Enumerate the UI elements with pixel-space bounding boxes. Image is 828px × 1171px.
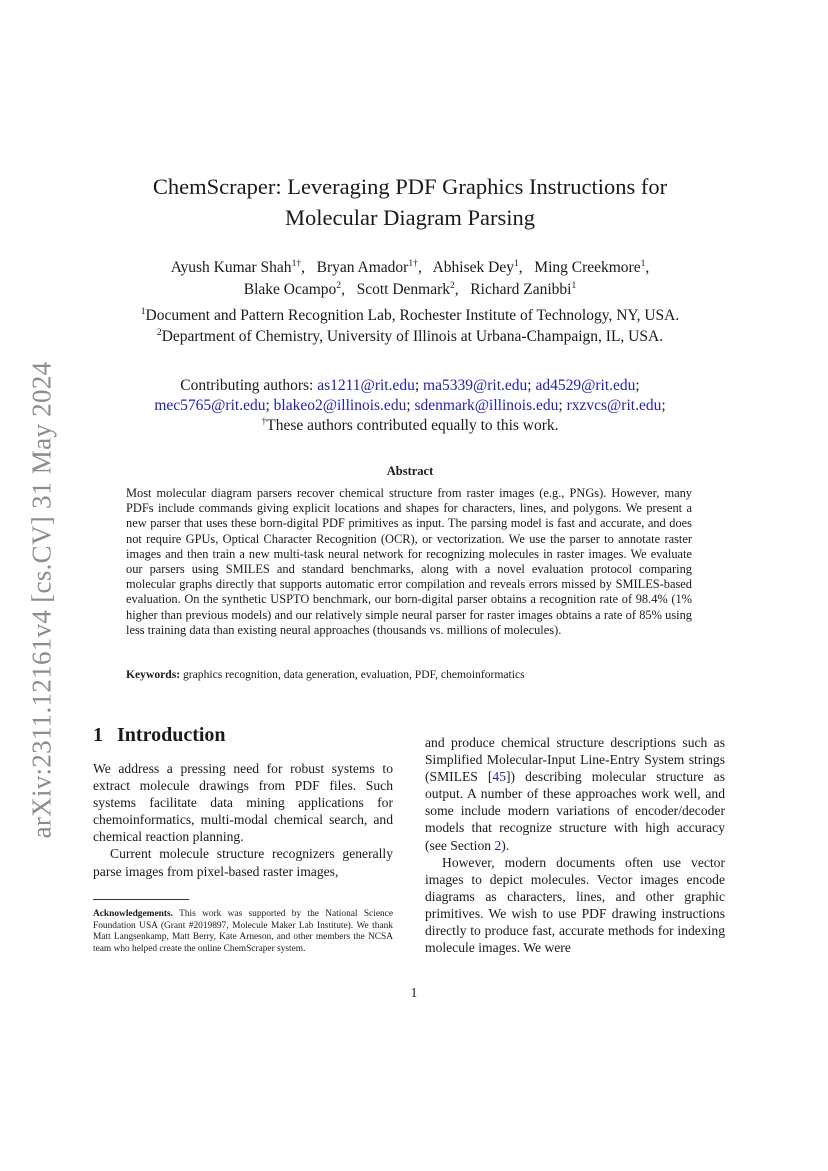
footnote-text: This work was supported by the National Science Foundation USA (Grant #2019897, Molecule Maker Lab Institute). We thank Matt Langsenkamp, Matt Berry, Kate Arneson, and other members the NCSA team who helped create the online ChemScraper system. — [93, 909, 393, 954]
affiliation-mark: 2 — [156, 326, 162, 338]
email-separator: ; — [558, 397, 567, 414]
author-separator: , — [341, 281, 353, 298]
author-name: Scott Denmark — [356, 281, 450, 298]
equal-contrib-text: These authors contributed equally to this work. — [266, 417, 559, 434]
paragraph-text: ). — [501, 837, 510, 853]
author-mark: 1 — [640, 257, 646, 269]
footnote-rule — [93, 899, 189, 900]
author-line-2 — [100, 279, 720, 301]
paragraph: Current molecule structure recognizers generally parse images from pixel-based raster images, — [93, 846, 393, 879]
author-name: Abhisek Dey — [432, 259, 514, 276]
contrib-line-2 — [100, 396, 720, 416]
email-separator: ; — [406, 397, 415, 414]
affiliation-2 — [100, 326, 720, 347]
author-name: Ayush Kumar Shah — [170, 259, 292, 276]
citation-link[interactable]: 45 — [492, 769, 507, 785]
paragraph — [425, 734, 725, 854]
author-separator: , — [301, 259, 313, 276]
title-line-2: Molecular Diagram Parsing — [285, 205, 535, 230]
email-separator: ; — [661, 397, 666, 414]
author-name: Bryan Amador — [316, 259, 409, 276]
equal-contrib-mark: † — [261, 415, 267, 427]
affiliations — [100, 305, 720, 347]
email-separator: ; — [265, 397, 274, 414]
email-link[interactable]: ad4529@rit.edu — [535, 377, 636, 394]
author-separator: , — [454, 281, 467, 298]
author-mark: 2 — [450, 279, 455, 291]
footnote-label: Acknowledgements. — [93, 909, 173, 919]
author-line-1 — [100, 257, 720, 279]
email-separator: ; — [635, 377, 640, 394]
abstract-heading: Abstract — [386, 464, 434, 478]
acknowledgements-footnote — [93, 909, 393, 955]
section-number: 1 — [93, 724, 103, 746]
left-column — [93, 760, 393, 880]
author-separator: , — [417, 259, 430, 276]
author-mark: 1† — [291, 257, 302, 269]
author-mark: 1† — [408, 257, 418, 269]
email-link[interactable]: blakeo2@illinois.edu — [273, 397, 407, 414]
right-column — [425, 734, 725, 956]
paragraph-text: ]) describing molecular structure as output. A number of these approaches work well, and some include modern variations of encoder/decoder models that recognize structure with high accuracy (see Section — [425, 769, 725, 853]
email-link[interactable]: as1211@rit.edu — [317, 377, 415, 394]
contrib-line-1 — [100, 376, 720, 396]
email-link[interactable]: rxzvcs@rit.edu — [566, 397, 662, 414]
author-separator: , — [645, 259, 650, 276]
email-link[interactable]: mec5765@rit.edu — [154, 397, 266, 414]
author-mark: 1 — [571, 279, 577, 291]
author-mark: 1 — [513, 257, 519, 269]
section-heading — [93, 724, 226, 747]
author-name: Blake Ocampo — [243, 281, 337, 298]
section-ref-link[interactable]: 2 — [494, 837, 502, 853]
affiliation-text: Document and Pattern Recognition Lab, Rochester Institute of Technology, NY, USA. — [145, 307, 680, 324]
author-name: Richard Zanibbi — [470, 281, 572, 298]
email-separator: ; — [414, 377, 424, 394]
abstract-body: Most molecular diagram parsers recover chemical structure from raster images (e.g., PNGs). However, many PDFs include commands giving explicit locations and shapes for characters, lines, and polygons. We present a new parser that uses these born-digital PDF primitives as input. The parsing model is fast and accurate, and does not require GPUs, Optical Character Recognition (OCR), or vectorization. We use the parser to annotate raster images and then train a new multi-task neural network for recognizing molecules in raster images. We evaluate our parsers using SMILES and standard benchmarks, along with a novel evaluation protocol comparing molecular graphs directly that supports automatic error compilation and reveals errors missed by SMILES-based evaluation. On the synthetic USPTO benchmark, our born-digital parser obtains a recognition rate of 98.4% (1% higher than previous models) and our relatively simple neural parser for raster images obtains a rate of 85% using less training data than existing neural approaches (thousands vs. millions of molecules). — [126, 486, 692, 637]
keywords-label: Keywords: — [126, 668, 181, 681]
affiliation-text: Department of Chemistry, University of Illinois at Urbana-Champaign, IL, USA. — [161, 328, 664, 345]
author-separator: , — [518, 259, 531, 276]
affiliation-1 — [100, 305, 720, 326]
paragraph: We address a pressing need for robust systems to extract molecule drawings from PDF files. Such systems facilitate data mining applications for chemoinformatics, multi-modal chemical search, and chemical reaction planning. — [93, 761, 393, 845]
paragraph: However, modern documents often use vector images to depict molecules. Vector images encode diagrams as characters, lines, and other graphic primitives. We wish to use PDF drawing instructions directly to produce fast, accurate methods for indexing molecule images. We were — [425, 854, 725, 956]
author-name: Ming Creekmore — [534, 259, 641, 276]
keywords — [126, 667, 692, 682]
keywords-text: graphics recognition, data generation, evaluation, PDF, chemoinformatics — [180, 668, 525, 681]
arxiv-identifier: arXiv:2311.12161v4 [cs.CV] 31 May 2024 — [26, 361, 57, 839]
email-link[interactable]: sdenmark@illinois.edu — [414, 397, 559, 414]
author-list — [100, 257, 720, 301]
section-title: Introduction — [117, 724, 226, 746]
email-separator: ; — [527, 377, 536, 394]
paper-title — [100, 171, 720, 233]
author-mark: 2 — [336, 279, 342, 291]
affiliation-mark: 1 — [140, 305, 146, 317]
equal-contribution-note — [100, 416, 720, 436]
page-number: 1 — [410, 985, 418, 1000]
email-link[interactable]: ma5339@rit.edu — [423, 377, 528, 394]
contributing-label: Contributing authors: — [180, 377, 318, 394]
paragraph-text: and produce chemical structure descriptions such as Simplified Molecular-Input Line-Entry System strings (SMILES [ — [425, 735, 725, 785]
contributing-authors — [100, 376, 720, 436]
title-line-1: ChemScraper: Leveraging PDF Graphics Instructions for — [152, 174, 668, 199]
